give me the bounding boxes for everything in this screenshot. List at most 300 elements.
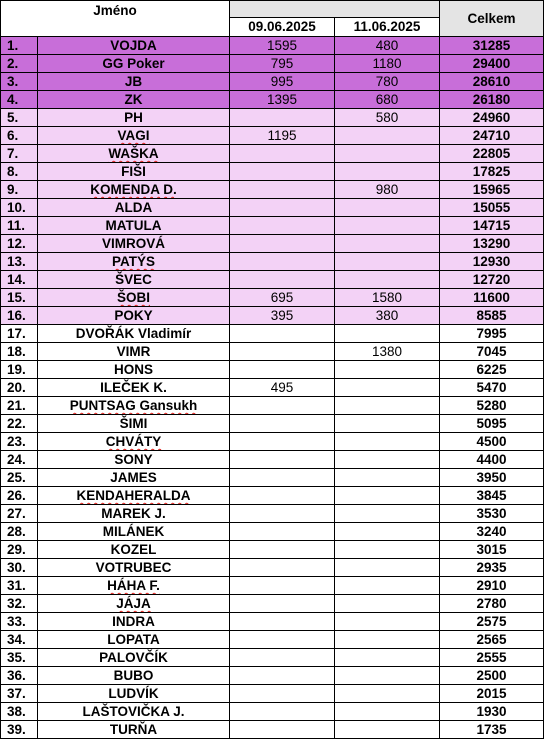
total-cell[interactable] xyxy=(440,721,544,739)
total-cell[interactable] xyxy=(440,451,544,469)
rank-cell-text: 5. xyxy=(7,109,19,125)
name-cell[interactable] xyxy=(38,307,230,325)
rank-cell[interactable] xyxy=(0,163,38,181)
name-cell[interactable] xyxy=(38,595,230,613)
total-cell-text: 12720 xyxy=(472,271,511,287)
date1-cell-text: 995 xyxy=(270,73,294,89)
date1-cell[interactable] xyxy=(230,523,335,541)
date1-cell[interactable] xyxy=(230,451,335,469)
date1-cell[interactable] xyxy=(230,91,335,109)
date1-cell[interactable] xyxy=(230,613,335,631)
rank-cell[interactable] xyxy=(0,145,38,163)
total-cell-text: 13290 xyxy=(472,235,511,251)
date2-cell[interactable] xyxy=(335,541,440,559)
name-cell[interactable] xyxy=(38,451,230,469)
date2-cell[interactable] xyxy=(335,469,440,487)
date2-cell[interactable] xyxy=(335,559,440,577)
date2-cell[interactable] xyxy=(335,91,440,109)
date2-cell[interactable] xyxy=(335,595,440,613)
rank-cell[interactable] xyxy=(0,433,38,451)
rank-cell[interactable] xyxy=(0,595,38,613)
name-cell[interactable] xyxy=(38,163,230,181)
name-cell-text: DVOŘÁK Vladimír xyxy=(75,325,192,341)
total-cell-text: 15055 xyxy=(472,199,511,215)
total-cell[interactable] xyxy=(440,667,544,685)
total-cell-text: 5095 xyxy=(476,415,507,431)
date2-cell[interactable] xyxy=(335,325,440,343)
total-cell[interactable] xyxy=(440,253,544,271)
date1-cell[interactable] xyxy=(230,163,335,181)
rank-cell[interactable] xyxy=(0,73,38,91)
rank-cell[interactable] xyxy=(0,289,38,307)
rank-cell[interactable] xyxy=(0,217,38,235)
rank-cell[interactable] xyxy=(0,631,38,649)
name-cell-text: ŠVEC xyxy=(115,271,152,287)
total-cell[interactable] xyxy=(440,487,544,505)
name-cell[interactable] xyxy=(38,73,230,91)
date1-cell[interactable] xyxy=(230,487,335,505)
name-cell[interactable] xyxy=(38,631,230,649)
name-cell[interactable] xyxy=(38,559,230,577)
name-cell[interactable] xyxy=(38,199,230,217)
total-cell[interactable] xyxy=(440,289,544,307)
total-cell[interactable] xyxy=(440,379,544,397)
date1-cell[interactable] xyxy=(230,253,335,271)
total-cell-text: 2500 xyxy=(476,667,507,683)
rank-cell[interactable] xyxy=(0,451,38,469)
rank-cell-text: 31. xyxy=(7,577,26,593)
total-cell[interactable] xyxy=(440,109,544,127)
name-cell-text: LOPATA xyxy=(107,631,160,647)
date2-cell[interactable] xyxy=(335,487,440,505)
rank-cell[interactable] xyxy=(0,415,38,433)
total-cell-text: 22805 xyxy=(472,145,511,161)
name-cell-text: KENDAHERALDA xyxy=(76,487,191,503)
date1-cell[interactable] xyxy=(230,37,335,55)
rank-cell[interactable] xyxy=(0,307,38,325)
date2-cell[interactable] xyxy=(335,613,440,631)
date1-cell[interactable] xyxy=(230,685,335,703)
rank-cell[interactable] xyxy=(0,541,38,559)
date2-cell[interactable] xyxy=(335,415,440,433)
date1-cell[interactable] xyxy=(230,55,335,73)
date2-cell[interactable] xyxy=(335,433,440,451)
total-cell-text: 24960 xyxy=(472,109,511,125)
date2-cell-text: 980 xyxy=(375,181,399,197)
date2-cell[interactable] xyxy=(335,379,440,397)
date2-cell-text: 780 xyxy=(375,73,399,89)
rank-cell-text: 26. xyxy=(7,487,26,503)
total-cell[interactable] xyxy=(440,91,544,109)
rank-cell-text: 24. xyxy=(7,451,26,467)
rank-cell-text: 29. xyxy=(7,541,26,557)
total-cell-text: 28610 xyxy=(472,73,511,89)
date2-cell[interactable] xyxy=(335,667,440,685)
rank-cell[interactable] xyxy=(0,505,38,523)
total-cell[interactable] xyxy=(440,469,544,487)
rank-cell-text: 36. xyxy=(7,667,26,683)
rank-cell-text: 13. xyxy=(7,253,26,269)
rank-cell-text: 27. xyxy=(7,505,26,521)
date1-cell[interactable] xyxy=(230,199,335,217)
name-cell[interactable] xyxy=(38,505,230,523)
name-cell[interactable] xyxy=(38,541,230,559)
rank-cell[interactable] xyxy=(0,127,38,145)
rank-cell[interactable] xyxy=(0,271,38,289)
name-cell[interactable] xyxy=(38,577,230,595)
date2-cell[interactable] xyxy=(335,127,440,145)
name-cell-text: PUNTSAG Gansukh xyxy=(69,397,198,413)
rank-cell[interactable] xyxy=(0,199,38,217)
date2-cell[interactable] xyxy=(335,307,440,325)
total-cell[interactable] xyxy=(440,343,544,361)
rank-cell[interactable] xyxy=(0,469,38,487)
rank-cell-text: 25. xyxy=(7,469,26,485)
rank-cell-text: 37. xyxy=(7,685,26,701)
total-cell-text: 6225 xyxy=(476,361,507,377)
name-cell[interactable] xyxy=(38,523,230,541)
total-cell[interactable] xyxy=(440,37,544,55)
total-cell[interactable] xyxy=(440,577,544,595)
name-cell-text: ALDA xyxy=(114,199,153,215)
rank-cell-text: 12. xyxy=(7,235,26,251)
rank-cell-text: 30. xyxy=(7,559,26,575)
total-cell-text: 3530 xyxy=(476,505,507,521)
rank-cell[interactable] xyxy=(0,577,38,595)
rank-cell[interactable] xyxy=(0,379,38,397)
rank-cell[interactable] xyxy=(0,55,38,73)
name-cell[interactable] xyxy=(38,415,230,433)
total-cell[interactable] xyxy=(440,217,544,235)
total-cell[interactable] xyxy=(440,163,544,181)
name-cell[interactable] xyxy=(38,613,230,631)
date2-cell-text: 480 xyxy=(375,37,399,53)
date1-cell[interactable] xyxy=(230,541,335,559)
name-cell-text: MILÁNEK xyxy=(102,523,165,539)
rank-cell[interactable] xyxy=(0,91,38,109)
total-cell-text: 31285 xyxy=(472,37,511,53)
name-cell-text: LUDVÍK xyxy=(108,685,159,701)
total-cell-text: 3845 xyxy=(476,487,507,503)
date2-cell[interactable] xyxy=(335,253,440,271)
total-cell[interactable] xyxy=(440,145,544,163)
total-cell[interactable] xyxy=(440,361,544,379)
total-cell[interactable] xyxy=(440,523,544,541)
date1-cell[interactable] xyxy=(230,667,335,685)
name-cell-text: FIŠI xyxy=(121,163,146,179)
total-cell[interactable] xyxy=(440,235,544,253)
total-cell-text: 7045 xyxy=(476,343,507,359)
name-cell-text: JÁJA xyxy=(116,595,151,611)
date1-cell[interactable] xyxy=(230,181,335,199)
total-cell-text: 2910 xyxy=(476,577,507,593)
date1-cell-text: 1595 xyxy=(266,37,298,53)
rank-cell-text: 2. xyxy=(7,55,19,71)
name-cell-text: INDRA xyxy=(112,613,155,629)
total-cell[interactable] xyxy=(440,325,544,343)
name-cell[interactable] xyxy=(38,217,230,235)
total-cell-text: 7995 xyxy=(476,325,507,341)
name-cell-text: HONS xyxy=(113,361,153,377)
date2-cell[interactable] xyxy=(335,577,440,595)
name-cell-text: MATULA xyxy=(105,217,162,233)
name-cell-text: CHVÁTY xyxy=(105,433,162,449)
name-cell-text: VIMR xyxy=(116,343,151,359)
date1-cell-text: 495 xyxy=(270,379,294,395)
rank-cell[interactable] xyxy=(0,523,38,541)
date2-cell[interactable] xyxy=(335,271,440,289)
total-cell-text: 17825 xyxy=(472,163,511,179)
date2-cell[interactable] xyxy=(335,685,440,703)
total-cell[interactable] xyxy=(440,703,544,721)
date1-cell[interactable] xyxy=(230,703,335,721)
date1-cell-text: 795 xyxy=(270,55,294,71)
rank-cell[interactable] xyxy=(0,235,38,253)
name-cell-text: ILEČEK K. xyxy=(100,379,167,395)
total-cell[interactable] xyxy=(440,649,544,667)
name-cell[interactable] xyxy=(38,109,230,127)
total-cell-text: 5280 xyxy=(476,397,507,413)
name-cell[interactable] xyxy=(38,397,230,415)
name-cell[interactable] xyxy=(38,253,230,271)
total-cell[interactable] xyxy=(440,73,544,91)
total-cell-text: 26180 xyxy=(472,91,511,107)
date2-cell-text: 1580 xyxy=(371,289,403,305)
date1-cell[interactable] xyxy=(230,433,335,451)
rank-cell[interactable] xyxy=(0,397,38,415)
date2-cell[interactable] xyxy=(335,289,440,307)
name-cell-text: PH xyxy=(124,109,143,125)
name-cell-text: KOMENDA D. xyxy=(90,181,177,197)
rank-cell-text: 17. xyxy=(7,325,26,341)
date1-cell[interactable] xyxy=(230,307,335,325)
name-cell[interactable] xyxy=(38,37,230,55)
rank-cell-text: 16. xyxy=(7,307,26,323)
date2-cell[interactable] xyxy=(335,37,440,55)
date1-cell[interactable] xyxy=(230,577,335,595)
date2-cell[interactable] xyxy=(335,505,440,523)
rank-cell-text: 34. xyxy=(7,631,26,647)
total-cell-text: 8585 xyxy=(476,307,507,323)
total-cell-text: 5470 xyxy=(476,379,507,395)
date2-cell[interactable] xyxy=(335,73,440,91)
date2-cell[interactable] xyxy=(335,343,440,361)
total-cell-text: 1930 xyxy=(476,703,507,719)
total-cell[interactable] xyxy=(440,199,544,217)
date1-cell-text: 1195 xyxy=(267,127,297,143)
rank-cell[interactable] xyxy=(0,559,38,577)
name-cell[interactable] xyxy=(38,235,230,253)
header-total[interactable]: Celkem xyxy=(440,0,544,37)
name-cell-text: ZK xyxy=(124,91,143,107)
name-cell-text: KOZEL xyxy=(110,541,157,557)
rank-cell-text: 32. xyxy=(7,595,26,611)
date1-cell[interactable] xyxy=(230,325,335,343)
date2-cell[interactable] xyxy=(335,451,440,469)
rank-cell[interactable] xyxy=(0,487,38,505)
name-cell-text: POKY xyxy=(114,307,153,323)
total-cell[interactable] xyxy=(440,595,544,613)
date1-cell[interactable] xyxy=(230,109,335,127)
date1-cell[interactable] xyxy=(230,631,335,649)
total-cell[interactable] xyxy=(440,685,544,703)
date1-cell[interactable] xyxy=(230,397,335,415)
date1-cell[interactable] xyxy=(230,379,335,397)
total-cell[interactable] xyxy=(440,541,544,559)
total-cell-text: 3950 xyxy=(476,469,507,485)
rank-cell[interactable] xyxy=(0,703,38,721)
date2-cell[interactable] xyxy=(335,163,440,181)
name-cell-text: WAŠKA xyxy=(108,145,159,161)
total-cell-text: 2015 xyxy=(476,685,507,701)
date2-cell[interactable] xyxy=(335,235,440,253)
name-cell-text: PATÝS xyxy=(111,253,155,269)
rank-cell-text: 19. xyxy=(7,361,26,377)
rank-cell-text: 23. xyxy=(7,433,26,449)
total-cell-text: 2780 xyxy=(476,595,507,611)
name-cell[interactable] xyxy=(38,271,230,289)
name-cell[interactable] xyxy=(38,181,230,199)
total-cell[interactable] xyxy=(440,181,544,199)
name-cell[interactable] xyxy=(38,343,230,361)
rank-cell-text: 7. xyxy=(7,145,19,161)
rank-cell[interactable] xyxy=(0,37,38,55)
date1-cell[interactable] xyxy=(230,127,335,145)
total-cell-text: 4500 xyxy=(476,433,507,449)
total-cell[interactable] xyxy=(440,127,544,145)
total-cell-text: 2565 xyxy=(476,631,507,647)
date1-cell[interactable] xyxy=(230,145,335,163)
date1-cell[interactable] xyxy=(230,649,335,667)
date2-cell[interactable] xyxy=(335,217,440,235)
name-cell[interactable] xyxy=(38,469,230,487)
name-cell[interactable] xyxy=(38,55,230,73)
name-cell[interactable] xyxy=(38,685,230,703)
name-cell[interactable] xyxy=(38,379,230,397)
date2-cell[interactable] xyxy=(335,703,440,721)
total-cell[interactable] xyxy=(440,307,544,325)
date1-cell[interactable] xyxy=(230,235,335,253)
header-date-2[interactable]: 11.06.2025 xyxy=(335,18,440,37)
name-cell-text: PALOVČÍK xyxy=(99,649,168,665)
rank-cell[interactable] xyxy=(0,325,38,343)
name-cell[interactable] xyxy=(38,361,230,379)
total-cell[interactable] xyxy=(440,631,544,649)
date2-cell[interactable] xyxy=(335,397,440,415)
date2-cell-text: 580 xyxy=(375,109,399,125)
rank-cell-text: 11. xyxy=(7,217,26,233)
header-name[interactable]: Jméno xyxy=(0,0,230,37)
date1-cell[interactable] xyxy=(230,343,335,361)
name-cell[interactable] xyxy=(38,289,230,307)
date2-cell[interactable] xyxy=(335,721,440,739)
name-cell[interactable] xyxy=(38,667,230,685)
date2-cell[interactable] xyxy=(335,523,440,541)
name-cell-text: VIMROVÁ xyxy=(101,235,165,251)
name-cell-text: MAREK J. xyxy=(101,505,166,521)
name-cell[interactable] xyxy=(38,91,230,109)
name-cell[interactable] xyxy=(38,145,230,163)
name-cell-text: TURŇA xyxy=(109,721,158,737)
rank-cell-text: 35. xyxy=(7,649,26,665)
name-cell[interactable] xyxy=(38,649,230,667)
header-date-1[interactable]: 09.06.2025 xyxy=(230,18,335,37)
rank-cell[interactable] xyxy=(0,361,38,379)
rank-cell-text: 1. xyxy=(7,37,19,53)
date2-cell[interactable] xyxy=(335,631,440,649)
rank-cell[interactable] xyxy=(0,685,38,703)
name-cell[interactable] xyxy=(38,325,230,343)
total-cell[interactable] xyxy=(440,397,544,415)
name-cell[interactable] xyxy=(38,433,230,451)
date1-cell[interactable] xyxy=(230,469,335,487)
date2-cell-text: 380 xyxy=(375,307,399,323)
total-cell[interactable] xyxy=(440,505,544,523)
date1-cell[interactable] xyxy=(230,559,335,577)
header-blank-band xyxy=(230,0,440,18)
name-cell[interactable] xyxy=(38,127,230,145)
name-cell-text: ŠIMI xyxy=(119,415,148,431)
date1-cell[interactable] xyxy=(230,595,335,613)
date2-cell[interactable] xyxy=(335,145,440,163)
rank-cell[interactable] xyxy=(0,109,38,127)
rank-cell[interactable] xyxy=(0,667,38,685)
date1-cell[interactable] xyxy=(230,217,335,235)
total-cell-text: 1735 xyxy=(476,721,507,737)
total-cell[interactable] xyxy=(440,433,544,451)
rank-cell[interactable] xyxy=(0,613,38,631)
date2-cell[interactable] xyxy=(335,361,440,379)
date2-cell[interactable] xyxy=(335,649,440,667)
date1-cell[interactable] xyxy=(230,415,335,433)
total-cell-text: 12930 xyxy=(472,253,511,269)
name-cell[interactable] xyxy=(38,721,230,739)
rank-cell[interactable] xyxy=(0,181,38,199)
date2-cell[interactable] xyxy=(335,199,440,217)
rank-cell-text: 3. xyxy=(7,73,19,89)
date1-cell[interactable] xyxy=(230,721,335,739)
rank-cell[interactable] xyxy=(0,253,38,271)
date1-cell[interactable] xyxy=(230,361,335,379)
total-cell-text: 3015 xyxy=(476,541,507,557)
total-cell-text: 24710 xyxy=(472,127,511,143)
rank-cell-text: 18. xyxy=(7,343,26,359)
name-cell-text: HÁHA F. xyxy=(107,577,160,593)
name-cell[interactable] xyxy=(38,703,230,721)
total-cell[interactable] xyxy=(440,559,544,577)
rank-cell-text: 15. xyxy=(7,289,26,305)
date1-cell[interactable] xyxy=(230,505,335,523)
rank-cell-text: 14. xyxy=(7,271,26,287)
date1-cell[interactable] xyxy=(230,73,335,91)
date1-cell[interactable] xyxy=(230,271,335,289)
total-cell[interactable] xyxy=(440,271,544,289)
rank-cell-text: 8. xyxy=(7,163,19,179)
rank-cell[interactable] xyxy=(0,343,38,361)
total-cell[interactable] xyxy=(440,415,544,433)
total-cell[interactable] xyxy=(440,55,544,73)
total-cell-text: 15965 xyxy=(472,181,511,197)
name-cell[interactable] xyxy=(38,487,230,505)
date2-cell[interactable] xyxy=(335,109,440,127)
date2-cell[interactable] xyxy=(335,55,440,73)
total-cell[interactable] xyxy=(440,613,544,631)
date1-cell[interactable] xyxy=(230,289,335,307)
date2-cell[interactable] xyxy=(335,181,440,199)
rank-cell-text: 21. xyxy=(7,397,26,413)
rank-cell[interactable] xyxy=(0,721,38,739)
rank-cell[interactable] xyxy=(0,649,38,667)
